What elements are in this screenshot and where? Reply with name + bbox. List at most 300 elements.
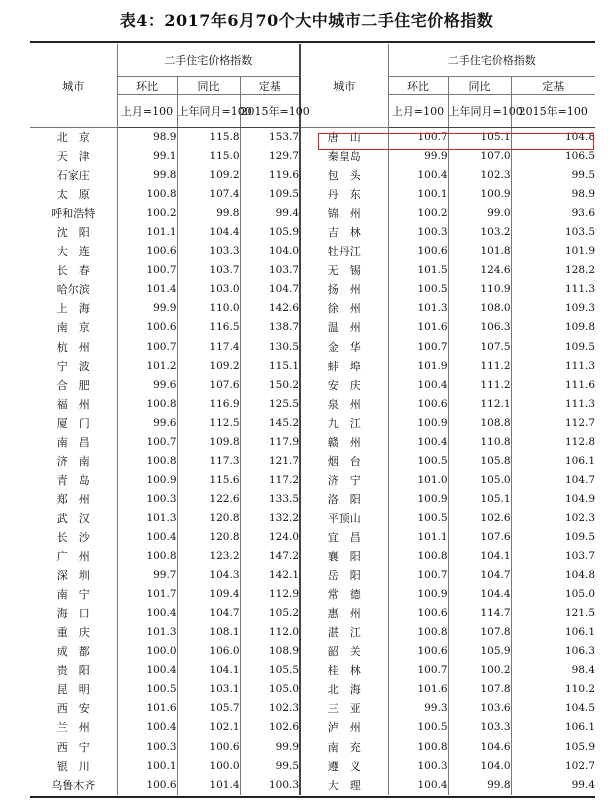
left-mom-cell: 100.0: [117, 642, 177, 661]
right-city-cell: 安 庆: [300, 376, 388, 395]
right-mom-cell: 100.4: [388, 376, 448, 395]
left-mom-cell: 99.8: [117, 166, 177, 185]
left-yoy-cell: 123.2: [177, 547, 240, 566]
left-base-cell: 115.1: [240, 357, 300, 376]
right-base-cell: 98.9: [511, 185, 595, 204]
left-yoy-cell: 106.0: [177, 642, 240, 661]
left-yoy-cell: 109.2: [177, 166, 240, 185]
right-base-cell: 101.9: [511, 242, 595, 261]
right-city-cell: 惠 州: [300, 604, 388, 623]
left-mom-cell: 100.8: [117, 185, 177, 204]
left-base-cell: 117.2: [240, 471, 300, 490]
left-city-cell: 南 昌: [56, 435, 90, 449]
right-base-cell: 102.3: [511, 509, 595, 528]
right-base-cell: 109.5: [511, 338, 595, 357]
left-city-cell: 海 口: [56, 607, 90, 621]
left-base-cell: 99.9: [240, 738, 300, 757]
table-row: [30, 757, 595, 776]
right-city-cell: 秦皇岛: [300, 147, 388, 166]
left-yoy-cell: 104.1: [177, 661, 240, 680]
left-yoy-cell: 117.3: [177, 452, 240, 471]
right-base-cell: 128.2: [511, 261, 595, 280]
left-city-cell: 深 圳: [56, 569, 90, 583]
left-city-cell: 济 南: [56, 454, 90, 468]
left-base-cell: 104.0: [240, 242, 300, 261]
right-base-cell: 111.3: [511, 395, 595, 414]
table-row: [30, 128, 595, 148]
right-base-cell: 112.8: [511, 433, 595, 452]
table-row: [30, 433, 595, 452]
left-mom-cell: 99.9: [117, 299, 177, 318]
left-mom-cell: 100.6: [117, 318, 177, 337]
right-mom-cell: 100.5: [388, 718, 448, 737]
header-yoy-right: 同比: [448, 77, 511, 95]
left-city-cell: 福 州: [56, 397, 90, 411]
right-mom-cell: 99.9: [388, 147, 448, 166]
right-yoy-cell: 107.6: [448, 528, 511, 547]
left-mom-cell: 100.5: [117, 680, 177, 699]
right-city-cell: 宜 昌: [300, 528, 388, 547]
left-yoy-cell: 122.6: [177, 490, 240, 509]
left-city-cell: 北 京: [56, 131, 90, 145]
left-base-cell: 112.0: [240, 623, 300, 642]
table-row: [30, 623, 595, 642]
right-city-cell: 烟 台: [300, 452, 388, 471]
right-mom-cell: 101.3: [388, 299, 448, 318]
left-yoy-cell: 109.4: [177, 585, 240, 604]
table-row: [30, 280, 595, 299]
right-mom-cell: 100.4: [388, 166, 448, 185]
left-mom-cell: 101.3: [117, 623, 177, 642]
right-yoy-cell: 99.0: [448, 204, 511, 223]
left-mom-cell: 100.8: [117, 452, 177, 471]
table-row: [30, 585, 595, 604]
left-base-cell: 147.2: [240, 547, 300, 566]
left-base-cell: 117.9: [240, 433, 300, 452]
right-yoy-cell: 104.7: [448, 566, 511, 585]
left-yoy-cell: 117.4: [177, 338, 240, 357]
right-mom-cell: 100.9: [388, 585, 448, 604]
left-yoy-cell: 104.7: [177, 604, 240, 623]
table-row: [30, 299, 595, 318]
table-row: [30, 699, 595, 718]
left-yoy-cell: 109.8: [177, 433, 240, 452]
left-yoy-cell: 103.1: [177, 680, 240, 699]
right-base-cell: 105.0: [511, 585, 595, 604]
right-yoy-cell: 111.2: [448, 357, 511, 376]
right-yoy-cell: 100.9: [448, 185, 511, 204]
left-yoy-cell: 107.6: [177, 376, 240, 395]
left-city-cell: 上 海: [56, 302, 90, 316]
left-city-cell: 乌鲁木齐: [51, 778, 96, 792]
left-base-cell: 99.5: [240, 757, 300, 776]
right-yoy-cell: 100.2: [448, 661, 511, 680]
right-mom-cell: 100.1: [388, 185, 448, 204]
right-mom-cell: 100.8: [388, 623, 448, 642]
left-mom-cell: 99.6: [117, 376, 177, 395]
right-base-cell: 109.8: [511, 318, 595, 337]
right-base-cell: 104.7: [511, 471, 595, 490]
left-mom-cell: 100.2: [117, 204, 177, 223]
left-base-cell: 121.7: [240, 452, 300, 471]
right-yoy-cell: 110.9: [448, 280, 511, 299]
table-row: [30, 261, 595, 280]
right-mom-cell: 100.4: [388, 433, 448, 452]
right-yoy-cell: 124.6: [448, 261, 511, 280]
left-mom-cell: 100.8: [117, 547, 177, 566]
left-base-cell: 124.0: [240, 528, 300, 547]
right-yoy-cell: 105.1: [448, 128, 511, 148]
right-yoy-cell: 102.3: [448, 166, 511, 185]
left-mom-cell: 100.4: [117, 528, 177, 547]
right-base-cell: 106.3: [511, 642, 595, 661]
left-base-cell: 99.4: [240, 204, 300, 223]
left-base-cell: 130.5: [240, 338, 300, 357]
left-mom-cell: 100.1: [117, 757, 177, 776]
left-base-cell: 129.7: [240, 147, 300, 166]
left-city-cell: 银 川: [56, 759, 90, 773]
right-city-cell: 遵 义: [300, 757, 388, 776]
header-base-left: 定基: [240, 77, 300, 95]
right-base-cell: 98.4: [511, 661, 595, 680]
right-city-cell: 三 亚: [300, 699, 388, 718]
left-yoy-cell: 100.6: [177, 738, 240, 757]
right-base-cell: 105.9: [511, 738, 595, 757]
right-base-cell: 104.5: [511, 699, 595, 718]
right-base-cell: 106.1: [511, 452, 595, 471]
right-base-cell: 103.7: [511, 547, 595, 566]
right-yoy-cell: 104.1: [448, 547, 511, 566]
table-row: [30, 738, 595, 757]
left-city-cell: 广 州: [56, 550, 90, 564]
left-mom-cell: 99.1: [117, 147, 177, 166]
right-mom-cell: 100.8: [388, 547, 448, 566]
price-index-table: [30, 44, 595, 795]
table-row: [30, 471, 595, 490]
header-city-right: 城市: [300, 44, 388, 128]
right-city-cell: 徐 州: [300, 299, 388, 318]
right-city-cell: 金 华: [300, 338, 388, 357]
left-mom-cell: 100.4: [117, 718, 177, 737]
table-row: [30, 528, 595, 547]
right-base-cell: 121.5: [511, 604, 595, 623]
right-mom-cell: 101.5: [388, 261, 448, 280]
left-mom-cell: 99.7: [117, 566, 177, 585]
left-base-cell: 100.3: [240, 776, 300, 795]
right-base-cell: 112.7: [511, 414, 595, 433]
left-mom-cell: 100.7: [117, 261, 177, 280]
header-base-right: 定基: [511, 77, 595, 95]
header-group-right: 二手住宅价格指数: [388, 44, 595, 77]
left-yoy-cell: 100.0: [177, 757, 240, 776]
right-yoy-cell: 108.0: [448, 299, 511, 318]
right-mom-cell: 100.7: [388, 661, 448, 680]
table-row: [30, 376, 595, 395]
left-yoy-cell: 116.5: [177, 318, 240, 337]
left-base-cell: 105.5: [240, 661, 300, 680]
left-base-cell: 103.7: [240, 261, 300, 280]
header-mom-sub-right: 上月=100: [388, 95, 448, 128]
right-mom-cell: 100.9: [388, 414, 448, 433]
left-yoy-cell: 101.4: [177, 776, 240, 795]
bottom-rule: [30, 796, 595, 798]
table-row: [30, 547, 595, 566]
header-yoy-left: 同比: [177, 77, 240, 95]
right-base-cell: 111.3: [511, 357, 595, 376]
right-yoy-cell: 114.7: [448, 604, 511, 623]
table-row: [30, 242, 595, 261]
left-mom-cell: 100.6: [117, 242, 177, 261]
left-mom-cell: 99.6: [117, 414, 177, 433]
right-city-cell: 岳 阳: [300, 566, 388, 585]
left-mom-cell: 101.7: [117, 585, 177, 604]
left-yoy-cell: 120.8: [177, 528, 240, 547]
header-mom-left: 环比: [117, 77, 177, 95]
right-mom-cell: 100.6: [388, 642, 448, 661]
left-city-cell: 宁 波: [56, 359, 90, 373]
table-row: [30, 357, 595, 376]
left-base-cell: 109.5: [240, 185, 300, 204]
table-row: [30, 204, 595, 223]
left-city-cell: 青 岛: [56, 473, 90, 487]
left-base-cell: 125.5: [240, 395, 300, 414]
table-row: [30, 338, 595, 357]
table-row: [30, 452, 595, 471]
table-row: [30, 661, 595, 680]
right-city-cell: 吉 林: [300, 223, 388, 242]
right-mom-cell: 100.6: [388, 242, 448, 261]
table-row: [30, 509, 595, 528]
left-mom-cell: 100.6: [117, 776, 177, 795]
left-city-cell: 太 原: [56, 188, 90, 202]
right-yoy-cell: 107.8: [448, 623, 511, 642]
left-city-cell: 武 汉: [56, 511, 90, 525]
left-yoy-cell: 102.1: [177, 718, 240, 737]
right-city-cell: 温 州: [300, 318, 388, 337]
left-yoy-cell: 104.3: [177, 566, 240, 585]
left-city-cell: 贵 阳: [56, 664, 90, 678]
left-base-cell: 104.7: [240, 280, 300, 299]
header-group-left: 二手住宅价格指数: [117, 44, 300, 77]
left-mom-cell: 98.9: [117, 128, 177, 148]
table-row: [30, 604, 595, 623]
left-base-cell: 105.0: [240, 680, 300, 699]
left-base-cell: 108.9: [240, 642, 300, 661]
right-yoy-cell: 108.8: [448, 414, 511, 433]
right-city-cell: 北 海: [300, 680, 388, 699]
right-base-cell: 99.5: [511, 166, 595, 185]
right-mom-cell: 100.3: [388, 223, 448, 242]
left-base-cell: 105.2: [240, 604, 300, 623]
right-mom-cell: 100.7: [388, 338, 448, 357]
header-base-sub-left: 2015年=100: [240, 95, 300, 128]
right-mom-cell: 100.8: [388, 738, 448, 757]
left-city-cell: 长 春: [56, 264, 90, 278]
left-city-cell: 西 宁: [56, 740, 90, 754]
left-base-cell: 150.2: [240, 376, 300, 395]
left-city-cell: 西 安: [56, 702, 90, 716]
header-mom-sub-left: 上月=100: [117, 95, 177, 128]
right-base-cell: 106.5: [511, 147, 595, 166]
left-yoy-cell: 99.8: [177, 204, 240, 223]
left-base-cell: 105.9: [240, 223, 300, 242]
right-city-cell: 唐 山: [300, 128, 388, 148]
right-city-cell: 泸 州: [300, 718, 388, 737]
right-mom-cell: 100.5: [388, 509, 448, 528]
right-city-cell: 泉 州: [300, 395, 388, 414]
right-base-cell: 111.6: [511, 376, 595, 395]
table-row: [30, 147, 595, 166]
left-city-cell: 兰 州: [56, 721, 90, 735]
left-mom-cell: 100.4: [117, 604, 177, 623]
left-mom-cell: 101.2: [117, 357, 177, 376]
left-base-cell: 132.2: [240, 509, 300, 528]
right-yoy-cell: 107.8: [448, 680, 511, 699]
right-base-cell: 109.5: [511, 528, 595, 547]
right-yoy-cell: 111.2: [448, 376, 511, 395]
left-base-cell: 153.7: [240, 128, 300, 148]
left-mom-cell: 100.8: [117, 395, 177, 414]
left-mom-cell: 100.7: [117, 433, 177, 452]
header-city-left: 城市: [30, 44, 117, 128]
right-yoy-cell: 105.1: [448, 490, 511, 509]
right-mom-cell: 100.3: [388, 757, 448, 776]
right-yoy-cell: 106.3: [448, 318, 511, 337]
left-base-cell: 138.7: [240, 318, 300, 337]
left-mom-cell: 101.1: [117, 223, 177, 242]
table-row: [30, 642, 595, 661]
left-base-cell: 142.1: [240, 566, 300, 585]
right-base-cell: 104.8: [511, 566, 595, 585]
header-yoy-sub-left: 上年同月=100: [177, 95, 240, 128]
left-base-cell: 142.6: [240, 299, 300, 318]
left-yoy-cell: 115.0: [177, 147, 240, 166]
left-city-cell: 重 庆: [56, 626, 90, 640]
left-yoy-cell: 104.4: [177, 223, 240, 242]
right-mom-cell: 99.3: [388, 699, 448, 718]
left-yoy-cell: 103.3: [177, 242, 240, 261]
right-mom-cell: 100.5: [388, 280, 448, 299]
right-base-cell: 106.1: [511, 623, 595, 642]
right-mom-cell: 100.7: [388, 128, 448, 148]
header-mom-right: 环比: [388, 77, 448, 95]
left-yoy-cell: 103.7: [177, 261, 240, 280]
left-yoy-cell: 110.0: [177, 299, 240, 318]
left-mom-cell: 101.4: [117, 280, 177, 299]
right-yoy-cell: 102.6: [448, 509, 511, 528]
right-mom-cell: 100.6: [388, 395, 448, 414]
right-yoy-cell: 103.2: [448, 223, 511, 242]
right-city-cell: 襄 阳: [300, 547, 388, 566]
left-mom-cell: 101.6: [117, 699, 177, 718]
left-city-cell: 大 连: [56, 245, 90, 259]
left-city-cell: 呼和浩特: [51, 207, 96, 221]
right-yoy-cell: 99.8: [448, 776, 511, 795]
left-base-cell: 119.6: [240, 166, 300, 185]
left-city-cell: 合 肥: [56, 378, 90, 392]
left-city-cell: 石家庄: [56, 169, 90, 183]
left-city-cell: 郑 州: [56, 492, 90, 506]
left-city-cell: 南 京: [56, 321, 90, 335]
right-city-cell: 洛 阳: [300, 490, 388, 509]
right-mom-cell: 101.6: [388, 680, 448, 699]
left-base-cell: 145.2: [240, 414, 300, 433]
right-yoy-cell: 104.6: [448, 738, 511, 757]
right-mom-cell: 100.9: [388, 490, 448, 509]
right-city-cell: 包 头: [300, 166, 388, 185]
table-row: [30, 185, 595, 204]
right-base-cell: 102.7: [511, 757, 595, 776]
right-city-cell: 韶 关: [300, 642, 388, 661]
right-yoy-cell: 110.8: [448, 433, 511, 452]
right-base-cell: 104.8: [511, 128, 595, 148]
right-mom-cell: 101.9: [388, 357, 448, 376]
table-row: [30, 395, 595, 414]
left-yoy-cell: 116.9: [177, 395, 240, 414]
left-mom-cell: 100.9: [117, 471, 177, 490]
right-mom-cell: 100.7: [388, 566, 448, 585]
left-city-cell: 成 都: [56, 645, 90, 659]
left-city-cell: 杭 州: [56, 340, 90, 354]
right-mom-cell: 101.1: [388, 528, 448, 547]
right-mom-cell: 101.6: [388, 318, 448, 337]
right-yoy-cell: 103.3: [448, 718, 511, 737]
table-row: [30, 318, 595, 337]
left-mom-cell: 100.7: [117, 338, 177, 357]
right-base-cell: 111.3: [511, 280, 595, 299]
left-city-cell: 昆 明: [56, 683, 90, 697]
right-base-cell: 99.4: [511, 776, 595, 795]
table-row: [30, 776, 595, 795]
right-yoy-cell: 103.6: [448, 699, 511, 718]
right-city-cell: 牡丹江: [300, 242, 388, 261]
left-yoy-cell: 115.8: [177, 128, 240, 148]
left-city-cell: 长 沙: [56, 531, 90, 544]
left-base-cell: 102.6: [240, 718, 300, 737]
right-base-cell: 103.5: [511, 223, 595, 242]
left-yoy-cell: 120.8: [177, 509, 240, 528]
left-yoy-cell: 105.7: [177, 699, 240, 718]
table-title: 表4：2017年6月70个大中城市二手住宅价格指数: [119, 11, 494, 30]
header-base-sub-right: 2015年=100: [511, 95, 595, 128]
right-base-cell: 93.6: [511, 204, 595, 223]
right-city-cell: 湛 江: [300, 623, 388, 642]
left-yoy-cell: 112.5: [177, 414, 240, 433]
left-yoy-cell: 115.6: [177, 471, 240, 490]
right-city-cell: 丹 东: [300, 185, 388, 204]
right-city-cell: 赣 州: [300, 433, 388, 452]
left-yoy-cell: 107.4: [177, 185, 240, 204]
right-yoy-cell: 112.1: [448, 395, 511, 414]
right-yoy-cell: 105.0: [448, 471, 511, 490]
right-yoy-cell: 101.8: [448, 242, 511, 261]
right-mom-cell: 101.0: [388, 471, 448, 490]
table-row: [30, 223, 595, 242]
left-mom-cell: 100.3: [117, 738, 177, 757]
left-mom-cell: 100.4: [117, 661, 177, 680]
left-mom-cell: 101.3: [117, 509, 177, 528]
left-base-cell: 112.9: [240, 585, 300, 604]
left-mom-cell: 100.3: [117, 490, 177, 509]
left-city-cell: 哈尔滨: [56, 283, 90, 297]
left-city-cell: 天 津: [56, 150, 90, 164]
right-city-cell: 南 充: [300, 738, 388, 757]
table-row: [30, 680, 595, 699]
right-mom-cell: 100.6: [388, 604, 448, 623]
table-row: [30, 490, 595, 509]
table-row: [30, 166, 595, 185]
left-yoy-cell: 108.1: [177, 623, 240, 642]
